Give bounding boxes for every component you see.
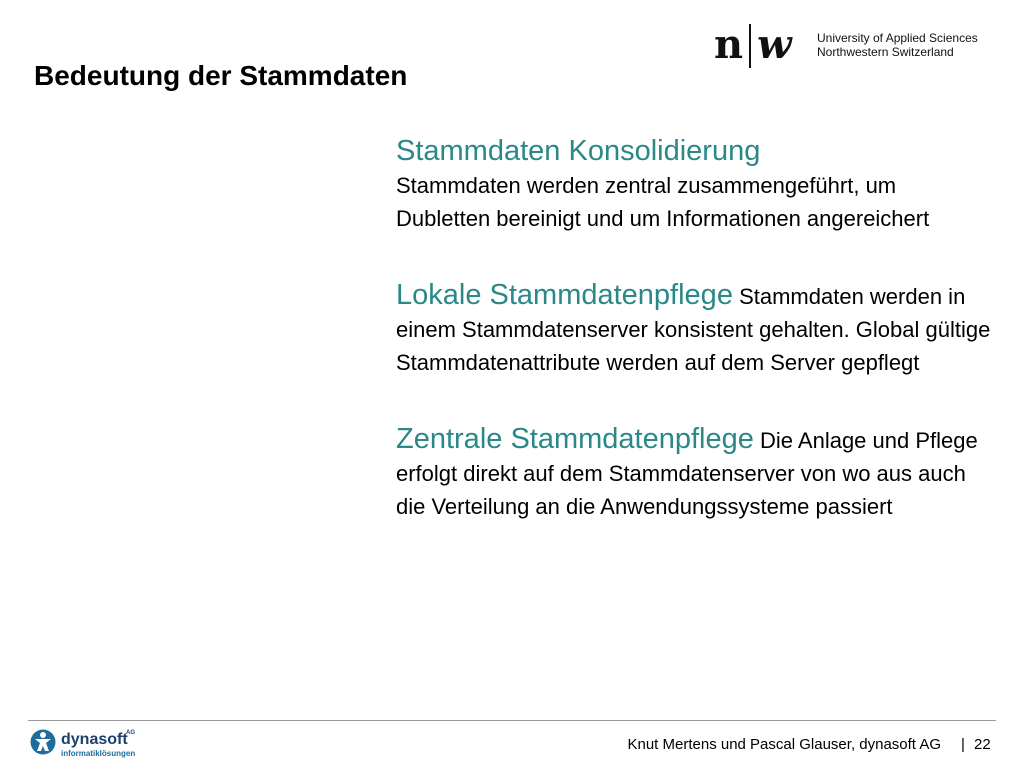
slide-title: Bedeutung der Stammdaten	[34, 60, 408, 91]
slide-content	[396, 135, 996, 523]
logo-letter-n: n	[714, 21, 744, 68]
dynasoft-wordmark: dynasoft	[61, 731, 128, 748]
institution-name	[817, 31, 978, 59]
section-heading: Zentrale Stammdatenpflege	[396, 423, 754, 455]
institution-line-1: University of Applied Sciences	[817, 31, 978, 45]
dynasoft-figure-icon	[30, 729, 56, 755]
dynasoft-logo	[30, 728, 150, 762]
dynasoft-ag-mark: AG	[126, 730, 135, 736]
section-zentrale-pflege	[396, 423, 996, 523]
section-body: Stammdaten werden in einem Stammdatenserver konsistent gehalten. Global gültige Stammdatenattribute werden auf dem Server gepflegt	[396, 284, 991, 375]
logo-letter-w: w	[757, 21, 792, 68]
fhnw-logo-mark	[714, 21, 792, 68]
dynasoft-tagline: informatiklösungen	[61, 749, 136, 758]
section-body: Die Anlage und Pflege erfolgt direkt auf dem Stammdatenserver von wo aus auch die Verteilung an die Anwendungssysteme passiert	[396, 428, 978, 519]
footer-authors: Knut Mertens und Pascal Glauser, dynasoft AG	[627, 736, 941, 753]
logo-separator-bar	[749, 24, 751, 68]
section-lokale-pflege	[396, 279, 996, 379]
footer-separator: |	[961, 736, 965, 753]
section-konsolidierung	[396, 135, 996, 235]
institution-line-2: Northwestern Switzerland	[817, 45, 954, 59]
footer-divider	[28, 720, 996, 721]
section-body: Stammdaten werden zentral zusammengeführt, um Dubletten bereinigt und um Informationen angereichert	[396, 173, 930, 231]
section-heading: Stammdaten Konsolidierung	[396, 135, 761, 167]
section-heading: Lokale Stammdatenpflege	[396, 279, 733, 311]
page-number: 22	[974, 736, 991, 753]
